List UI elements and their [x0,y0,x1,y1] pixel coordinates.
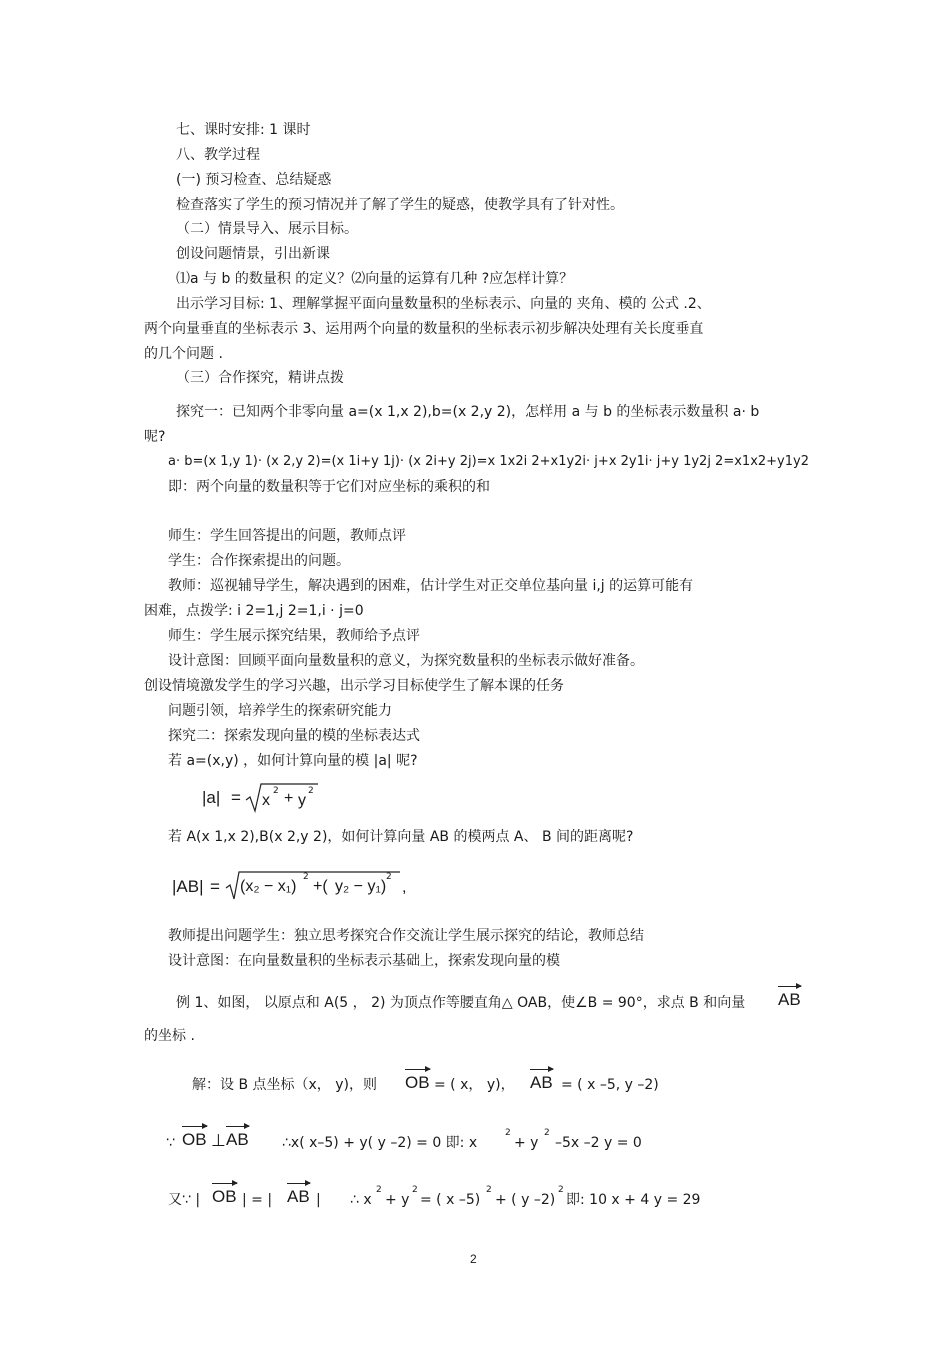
formula-y: y [298,792,306,809]
text-line: 探究一：已知两个非零向量 a=(x 1,x 2),b=(x 2,y 2)，怎样用 a 与 b 的坐标表示数量积 a· b [176,404,760,420]
equation-line: = ( x –5) [420,1192,481,1208]
text-line: 创设问题情景，引出新课 [176,246,330,262]
because-symbol: ∵ [166,1135,175,1151]
equation-line: 又∵ | [168,1192,201,1208]
vector-ob: OB [212,1187,237,1207]
superscript: 2 [505,1128,511,1138]
text-line: 两个向量垂直的坐标表示 3、运用两个向量的数量积的坐标表示初步解决处理有关长度垂直 [144,321,704,337]
superscript: 2 [544,1128,550,1138]
text-line: 教师：巡视辅导学生，解决遇到的困难，估计学生对正交单位基向量 i,j 的运算可能有 [168,578,694,594]
equation-line: 即: 10 x + 4 y = 29 [566,1192,701,1208]
formula-eq: = [231,788,241,807]
formula-lhs: |a| [202,788,221,807]
solution-line: = ( x， y)， [434,1077,515,1093]
formula-mod-a [200,782,340,816]
text-line: 设计意图：回顾平面向量数量积的意义，为探究数量积的坐标表示做好准备。 [168,653,644,669]
text-line: 呢? [144,429,166,445]
equation-line: | [316,1192,321,1208]
formula-plus: + [284,790,294,807]
example-line: 例 1、如图， 以原点和 A(5 ， 2) 为顶点作等腰直角△ OAB，使∠B = 90°，求点 B 和向量 [176,995,746,1011]
formula-line: a· b=(x 1,y 1)· (x 2,y 2)=(x 1i+y 1j)· (x 2i+y 2j)=x 1x2i 2+x1y2i· j+x 2y1i· j+y 1y2j 2=x1x2+y1y2 [168,454,809,469]
sqrt-sign-icon [244,782,318,814]
subheading: (一) 预习检查、总结疑惑 [176,172,332,188]
superscript: 2 [376,1185,382,1195]
superscript: 2 [412,1185,418,1195]
vector-ob: OB [405,1073,430,1093]
solution-line: 解：设 B 点坐标（x， y)，则 [192,1077,377,1093]
text-line: 困难，点拨学: i 2=1,j 2=1,i · j=0 [144,603,364,619]
formula-term: y₂ − y₁) [335,878,387,895]
text-line: 即：两个向量的数量积等于它们对应坐标的乘积的和 [168,479,490,495]
vector-ob: OB [182,1130,207,1150]
text-line: 的几个问题 . [144,346,223,362]
formula-sup: 2 [386,872,392,882]
superscript: 2 [558,1185,564,1195]
formula-x: x [262,792,270,809]
text-line: 师生：学生展示探究结果，教师给予点评 [168,628,420,644]
equation-line: + ( y –2) [495,1192,556,1208]
equation-line: ∴ x [350,1192,372,1208]
equation-line: + y [514,1135,539,1151]
formula-comma: , [402,879,407,896]
text-line: 设计意图：在向量数量积的坐标表示基础上，探索发现向量的模 [168,953,560,969]
perp-symbol: ⊥ [211,1131,226,1150]
text-line: 问题引领，培养学生的探索研究能力 [168,703,392,719]
equation-line: + y [385,1192,410,1208]
superscript: 2 [486,1185,492,1195]
page-number: 2 [470,1252,477,1266]
subheading: （二）情景导入、展示目标。 [176,221,358,237]
vector-ab: AB [226,1130,249,1150]
equation-line: ∴x( x–5) + y( y –2) = 0 即: x [282,1135,478,1151]
formula-lhs: |AB| [172,877,204,896]
subheading: （三）合作探究，精讲点拨 [176,370,344,386]
equation-line: –5x –2 y = 0 [555,1135,642,1151]
equation-line: | = | [242,1192,273,1208]
formula-plus: +( [313,878,328,895]
formula-sup: 2 [273,786,279,796]
text-line: 教师提出问题学生：独立思考探究合作交流让学生展示探究的结论，教师总结 [168,928,644,944]
vector-ab: AB [778,990,801,1010]
text-line: ⑴a 与 b 的数量积 的定义？⑵向量的运算有几种 ?应怎样计算？ [176,271,574,287]
text-line: 出示学习目标: 1、理解掌握平面向量数量积的坐标表示、向量的 夹角、模的 公式 .2、 [176,296,711,312]
formula-eq: = [210,877,220,896]
text-line: 学生：合作探索提出的问题。 [168,553,350,569]
solution-line: = ( x –5, y –2) [561,1077,659,1093]
text-line: 创设情境激发学生的学习兴趣，出示学习目标使学生了解本课的任务 [144,678,564,694]
schedule-line: 七、课时安排: 1 课时 [176,122,311,138]
formula-term: (x₂ − x₁) [240,878,297,895]
text-line: 探究二：探索发现向量的模的坐标表达式 [168,728,420,744]
text-line: 的坐标 . [144,1028,195,1044]
vector-ab: AB [287,1187,310,1207]
formula-sup: 2 [303,872,309,882]
text-line: 若 a=(x,y) ，如何计算向量的模 |a| 呢? [168,753,418,769]
text-line: 若 A(x 1,x 2),B(x 2,y 2)，如何计算向量 AB 的模两点 A、 B 间的距离呢? [168,829,634,845]
vector-ab: AB [530,1073,553,1093]
text-line: 检查落实了学生的预习情况并了解了学生的疑惑，使教学具有了针对性。 [176,197,624,213]
formula-sup: 2 [308,786,314,796]
formula-mod-ab [172,870,422,904]
text-line: 师生：学生回答提出的问题，教师点评 [168,528,406,544]
section-heading: 八、教学过程 [176,147,260,163]
